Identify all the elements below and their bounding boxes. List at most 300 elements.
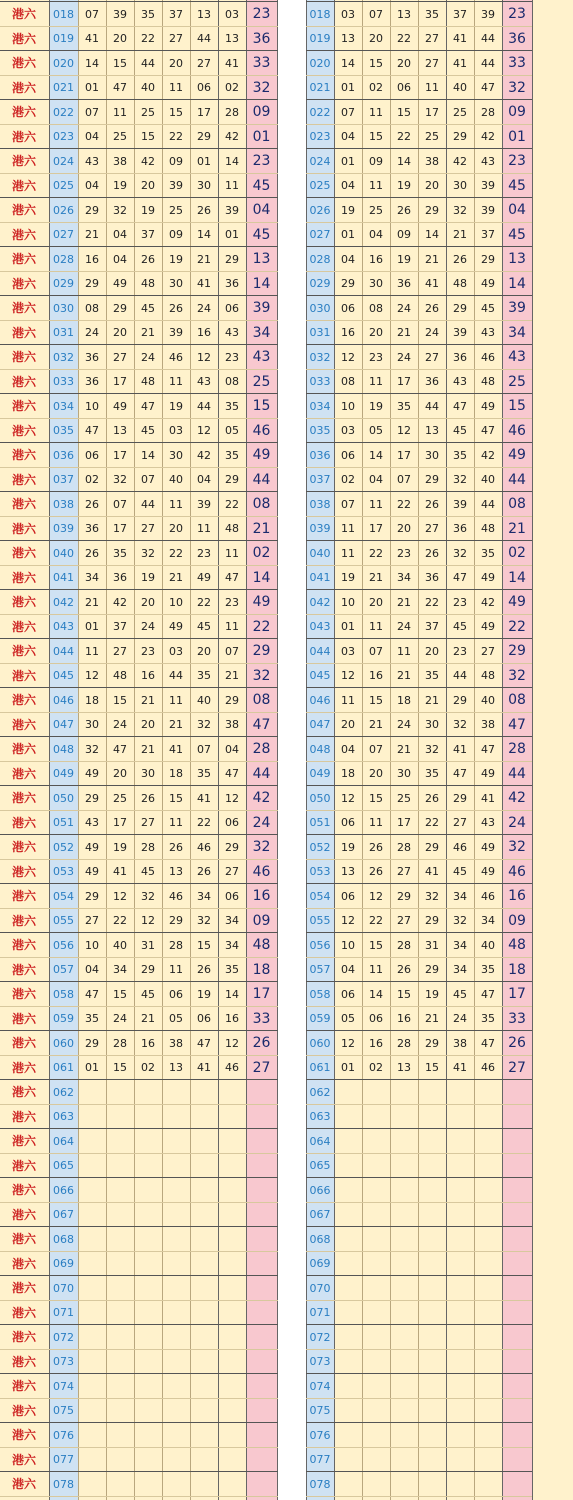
row-divider [306, 50, 532, 51]
sorted-number: 17 [397, 816, 411, 830]
special-number: 22 [502, 615, 532, 640]
row-divider [0, 785, 278, 786]
period-number: 069 [49, 1252, 78, 1277]
special-number [246, 1252, 277, 1277]
period-number: 063 [306, 1105, 334, 1130]
drawn-number: 45 [141, 987, 155, 1001]
sorted-number [334, 1227, 362, 1252]
sorted-number [390, 1301, 418, 1326]
sorted-number [334, 1129, 362, 1154]
sorted-number: 22 [425, 595, 439, 609]
sorted-number: 20 [369, 32, 383, 46]
sorted-number: 21 [397, 669, 411, 683]
row-label: 港六 [12, 1158, 37, 1173]
sorted-number [418, 1399, 446, 1424]
sorted-number: 25 [397, 791, 411, 805]
period-number: 035 [49, 419, 78, 444]
sorted-number: 01 [341, 228, 355, 242]
drawn-number: 35 [113, 546, 127, 560]
drawn-number: 26 [197, 865, 211, 879]
drawn-number: 21 [225, 669, 239, 683]
drawn-number [190, 1374, 218, 1399]
drawn-number: 20 [169, 56, 183, 70]
row-divider [0, 222, 278, 223]
drawn-number [106, 1154, 134, 1179]
drawn-number: 29 [85, 1036, 99, 1050]
sorted-number: 25 [453, 105, 467, 119]
period-number: 033 [49, 370, 78, 395]
drawn-number: 15 [113, 1061, 127, 1075]
drawn-number [134, 1325, 162, 1350]
sorted-number [474, 1227, 502, 1252]
sorted-number: 32 [425, 742, 439, 756]
sorted-number [446, 1129, 474, 1154]
period-number: 046 [49, 688, 78, 713]
drawn-number: 15 [197, 938, 211, 952]
sorted-number [390, 1350, 418, 1375]
row-divider [0, 834, 278, 835]
drawn-number: 46 [197, 840, 211, 854]
drawn-number: 14 [197, 228, 211, 242]
row-label: 港六 [12, 448, 37, 463]
drawn-number: 39 [225, 203, 239, 217]
sorted-number: 11 [341, 522, 355, 536]
sorted-number: 19 [341, 203, 355, 217]
sorted-number: 12 [341, 791, 355, 805]
drawn-number: 26 [197, 963, 211, 977]
sorted-number: 05 [369, 424, 383, 438]
row-divider [306, 1471, 532, 1472]
sorted-number: 20 [425, 644, 439, 658]
sorted-number [362, 1399, 390, 1424]
sorted-number: 26 [453, 252, 467, 266]
drawn-number: 07 [197, 742, 211, 756]
special-number: 08 [246, 688, 277, 713]
row-divider [306, 1202, 532, 1203]
sorted-number: 12 [397, 424, 411, 438]
drawn-number: 10 [85, 938, 99, 952]
drawn-number: 04 [113, 228, 127, 242]
special-number [246, 1154, 277, 1179]
drawn-number [106, 1203, 134, 1228]
special-number: 46 [502, 860, 532, 885]
row-divider [306, 1496, 532, 1497]
drawn-number: 20 [113, 32, 127, 46]
sorted-number: 41 [481, 791, 495, 805]
sorted-number [390, 1227, 418, 1252]
row-divider [0, 712, 278, 713]
sorted-number [390, 1423, 418, 1448]
sorted-number: 17 [369, 522, 383, 536]
sorted-number [446, 1399, 474, 1424]
period-number: 042 [306, 590, 334, 615]
special-number: 34 [502, 321, 532, 346]
drawn-number [190, 1178, 218, 1203]
special-number: 47 [502, 713, 532, 738]
period-number: 061 [306, 1056, 334, 1081]
sorted-number: 45 [453, 424, 467, 438]
period-number: 071 [306, 1301, 334, 1326]
sorted-number [446, 1448, 474, 1473]
drawn-number: 22 [169, 546, 183, 560]
special-number: 14 [246, 566, 277, 591]
period-number: 075 [306, 1399, 334, 1424]
drawn-number [134, 1472, 162, 1497]
sorted-number: 04 [369, 473, 383, 487]
special-number: 32 [502, 835, 532, 860]
sorted-number: 23 [453, 595, 467, 609]
drawn-number: 35 [225, 448, 239, 462]
sorted-number: 49 [481, 865, 495, 879]
drawn-number [162, 1129, 190, 1154]
drawn-number [78, 1350, 106, 1375]
sorted-number: 24 [453, 1012, 467, 1026]
sorted-number: 29 [425, 473, 439, 487]
row-divider [306, 344, 532, 345]
sorted-number [418, 1154, 446, 1179]
drawn-number: 05 [225, 424, 239, 438]
drawn-number: 39 [197, 497, 211, 511]
special-number [502, 1178, 532, 1203]
row-divider [306, 712, 532, 713]
special-number: 15 [246, 394, 277, 419]
row-divider [0, 1006, 278, 1007]
drawn-number [162, 1423, 190, 1448]
panel-gap [278, 0, 306, 1500]
row-divider [306, 1177, 532, 1178]
drawn-number [134, 1080, 162, 1105]
drawn-number: 41 [113, 865, 127, 879]
sorted-number: 41 [453, 742, 467, 756]
row-divider [306, 663, 532, 664]
row-label: 港六 [12, 1477, 37, 1492]
special-number: 46 [246, 860, 277, 885]
sorted-number: 28 [397, 938, 411, 952]
drawn-number: 42 [225, 130, 239, 144]
drawn-number [218, 1399, 246, 1424]
sorted-number: 28 [397, 840, 411, 854]
period-number: 038 [49, 492, 78, 517]
sorted-number [474, 1105, 502, 1130]
drawn-number [190, 1448, 218, 1473]
row-divider [0, 1300, 278, 1301]
sorted-number: 05 [341, 1012, 355, 1026]
drawn-number [134, 1129, 162, 1154]
row-divider [306, 761, 532, 762]
special-number: 45 [502, 174, 532, 199]
sorted-number [362, 1423, 390, 1448]
sorted-number: 49 [481, 399, 495, 413]
row-divider [306, 810, 532, 811]
drawn-number: 38 [225, 718, 239, 732]
drawn-number: 36 [225, 277, 239, 291]
row-label: 港六 [12, 1109, 37, 1124]
drawn-number [190, 1350, 218, 1375]
drawn-number: 26 [169, 840, 183, 854]
period-number: 026 [306, 198, 334, 223]
drawn-number [162, 1350, 190, 1375]
sorted-number: 15 [369, 56, 383, 70]
drawn-number: 01 [85, 81, 99, 95]
sorted-number: 27 [453, 816, 467, 830]
drawn-number: 23 [225, 595, 239, 609]
drawn-number [190, 1105, 218, 1130]
period-number: 049 [49, 762, 78, 787]
sorted-number: 16 [369, 669, 383, 683]
sorted-number: 47 [481, 987, 495, 1001]
period-number: 051 [49, 811, 78, 836]
sorted-number: 22 [369, 546, 383, 560]
sorted-number [362, 1080, 390, 1105]
row-divider [0, 589, 278, 590]
drawn-number [134, 1301, 162, 1326]
row-divider [0, 932, 278, 933]
sorted-number: 46 [481, 889, 495, 903]
special-number [502, 1080, 532, 1105]
row-divider [306, 638, 532, 639]
drawn-number: 41 [197, 277, 211, 291]
sorted-number: 29 [481, 252, 495, 266]
drawn-number: 27 [141, 522, 155, 536]
drawn-number [190, 1472, 218, 1497]
row-divider [306, 1128, 532, 1129]
row-divider [0, 516, 278, 517]
special-number: 02 [502, 541, 532, 566]
sorted-number: 21 [425, 693, 439, 707]
drawn-number: 11 [113, 105, 127, 119]
drawn-number: 21 [141, 326, 155, 340]
drawn-number: 02 [85, 473, 99, 487]
sorted-number [362, 1448, 390, 1473]
drawn-number [218, 1472, 246, 1497]
sorted-number: 18 [341, 767, 355, 781]
drawn-number: 27 [141, 816, 155, 830]
row-label: 港六 [12, 595, 37, 610]
drawn-number [106, 1350, 134, 1375]
sorted-number: 48 [481, 669, 495, 683]
drawn-number: 35 [85, 1012, 99, 1026]
drawn-number: 45 [197, 620, 211, 634]
period-number: 029 [49, 272, 78, 297]
drawn-number: 23 [197, 546, 211, 560]
sorted-number: 19 [341, 571, 355, 585]
sorted-number [474, 1154, 502, 1179]
drawn-number: 27 [85, 914, 99, 928]
drawn-number: 22 [225, 497, 239, 511]
drawn-number: 40 [197, 693, 211, 707]
period-number: 065 [49, 1154, 78, 1179]
special-number: 44 [246, 762, 277, 787]
sorted-number: 13 [397, 1061, 411, 1075]
drawn-number [78, 1080, 106, 1105]
row-divider [0, 1324, 278, 1325]
drawn-number: 36 [113, 571, 127, 585]
sorted-number: 13 [425, 424, 439, 438]
row-divider [306, 295, 532, 296]
drawn-number: 26 [85, 497, 99, 511]
sorted-number: 37 [481, 228, 495, 242]
sorted-number: 21 [397, 742, 411, 756]
period-number: 034 [49, 394, 78, 419]
drawn-number: 12 [225, 1036, 239, 1050]
row-divider [0, 638, 278, 639]
row-divider [306, 736, 532, 737]
row-divider [306, 1079, 532, 1080]
drawn-number: 32 [141, 546, 155, 560]
drawn-number [190, 1154, 218, 1179]
drawn-number: 15 [169, 791, 183, 805]
sorted-number: 22 [397, 497, 411, 511]
period-number: 058 [49, 982, 78, 1007]
sorted-number [334, 1472, 362, 1497]
drawn-number: 47 [85, 424, 99, 438]
drawn-number [190, 1129, 218, 1154]
row-label: 港六 [12, 105, 37, 120]
sorted-number: 26 [369, 840, 383, 854]
drawn-number: 35 [197, 767, 211, 781]
sorted-number: 20 [397, 522, 411, 536]
special-number: 24 [246, 811, 277, 836]
sorted-number: 08 [341, 375, 355, 389]
row-divider [306, 124, 532, 125]
sorted-number [446, 1178, 474, 1203]
sorted-number: 27 [425, 522, 439, 536]
sorted-number: 03 [341, 7, 355, 21]
drawn-number [106, 1276, 134, 1301]
sorted-number [362, 1252, 390, 1277]
period-number: 034 [306, 394, 334, 419]
drawn-number: 26 [141, 252, 155, 266]
row-divider [0, 565, 278, 566]
sorted-number: 29 [425, 203, 439, 217]
sorted-number: 31 [425, 938, 439, 952]
sorted-number: 12 [341, 669, 355, 683]
sorted-number: 29 [425, 963, 439, 977]
sorted-number: 01 [341, 154, 355, 168]
row-label: 港六 [12, 815, 37, 830]
special-number [246, 1276, 277, 1301]
drawn-number: 08 [85, 301, 99, 315]
sorted-number: 27 [425, 32, 439, 46]
drawn-number: 01 [85, 620, 99, 634]
sorted-number: 20 [341, 718, 355, 732]
sorted-number: 42 [481, 130, 495, 144]
drawn-number [134, 1203, 162, 1228]
sorted-number [334, 1448, 362, 1473]
drawn-number [134, 1374, 162, 1399]
sorted-number: 11 [369, 620, 383, 634]
period-number: 048 [306, 737, 334, 762]
sorted-number: 22 [369, 914, 383, 928]
row-divider [306, 1324, 532, 1325]
special-number [502, 1423, 532, 1448]
drawn-number: 45 [141, 865, 155, 879]
drawn-number [106, 1448, 134, 1473]
sorted-number [418, 1276, 446, 1301]
sorted-number: 04 [341, 742, 355, 756]
special-number: 16 [246, 884, 277, 909]
drawn-number: 40 [113, 938, 127, 952]
drawn-number: 01 [85, 1061, 99, 1075]
period-number: 056 [49, 933, 78, 958]
sorted-number: 45 [453, 865, 467, 879]
sorted-number: 36 [425, 571, 439, 585]
drawn-number [106, 1178, 134, 1203]
special-number: 25 [246, 370, 277, 395]
drawn-number: 47 [225, 571, 239, 585]
sorted-number: 11 [341, 693, 355, 707]
sorted-number [418, 1105, 446, 1130]
period-number: 077 [306, 1448, 334, 1473]
sorted-number [474, 1129, 502, 1154]
drawn-number: 06 [225, 889, 239, 903]
drawn-number: 25 [113, 791, 127, 805]
drawn-number: 12 [113, 889, 127, 903]
drawn-number: 46 [169, 889, 183, 903]
sorted-number: 04 [341, 179, 355, 193]
row-label: 港六 [12, 497, 37, 512]
drawn-number: 24 [85, 326, 99, 340]
sorted-number [418, 1350, 446, 1375]
row-divider [306, 1153, 532, 1154]
drawn-number [190, 1301, 218, 1326]
period-number: 073 [306, 1350, 334, 1375]
drawn-number [218, 1154, 246, 1179]
sorted-number [390, 1105, 418, 1130]
period-number: 031 [49, 321, 78, 346]
drawn-number: 14 [225, 987, 239, 1001]
special-number: 45 [246, 174, 277, 199]
special-number: 36 [502, 27, 532, 52]
period-number: 032 [49, 345, 78, 370]
row-label: 港六 [12, 791, 37, 806]
row-divider [306, 369, 532, 370]
sorted-number [362, 1472, 390, 1497]
special-number: 14 [246, 272, 277, 297]
row-divider [306, 981, 532, 982]
special-number: 09 [502, 909, 532, 934]
row-divider [306, 589, 532, 590]
drawn-number: 12 [197, 350, 211, 364]
sorted-number: 24 [397, 350, 411, 364]
period-number: 045 [306, 664, 334, 689]
row-divider [306, 1422, 532, 1423]
drawn-number: 07 [85, 7, 99, 21]
row-divider [306, 26, 532, 27]
special-number: 21 [246, 517, 277, 542]
drawn-number: 36 [85, 522, 99, 536]
sorted-number: 20 [397, 56, 411, 70]
drawn-number [78, 1276, 106, 1301]
special-number: 24 [502, 811, 532, 836]
special-number: 42 [246, 786, 277, 811]
period-number: 026 [49, 198, 78, 223]
sorted-number: 35 [481, 963, 495, 977]
drawn-number: 29 [85, 203, 99, 217]
row-divider [306, 1349, 532, 1350]
drawn-number: 19 [113, 179, 127, 193]
sorted-number: 38 [481, 718, 495, 732]
sorted-number [362, 1276, 390, 1301]
sorted-number: 01 [341, 81, 355, 95]
sorted-number: 32 [453, 914, 467, 928]
sorted-number: 03 [341, 424, 355, 438]
drawn-number: 49 [113, 399, 127, 413]
sorted-number: 22 [397, 130, 411, 144]
period-number: 041 [306, 566, 334, 591]
sorted-number: 21 [397, 595, 411, 609]
drawn-number: 32 [197, 718, 211, 732]
